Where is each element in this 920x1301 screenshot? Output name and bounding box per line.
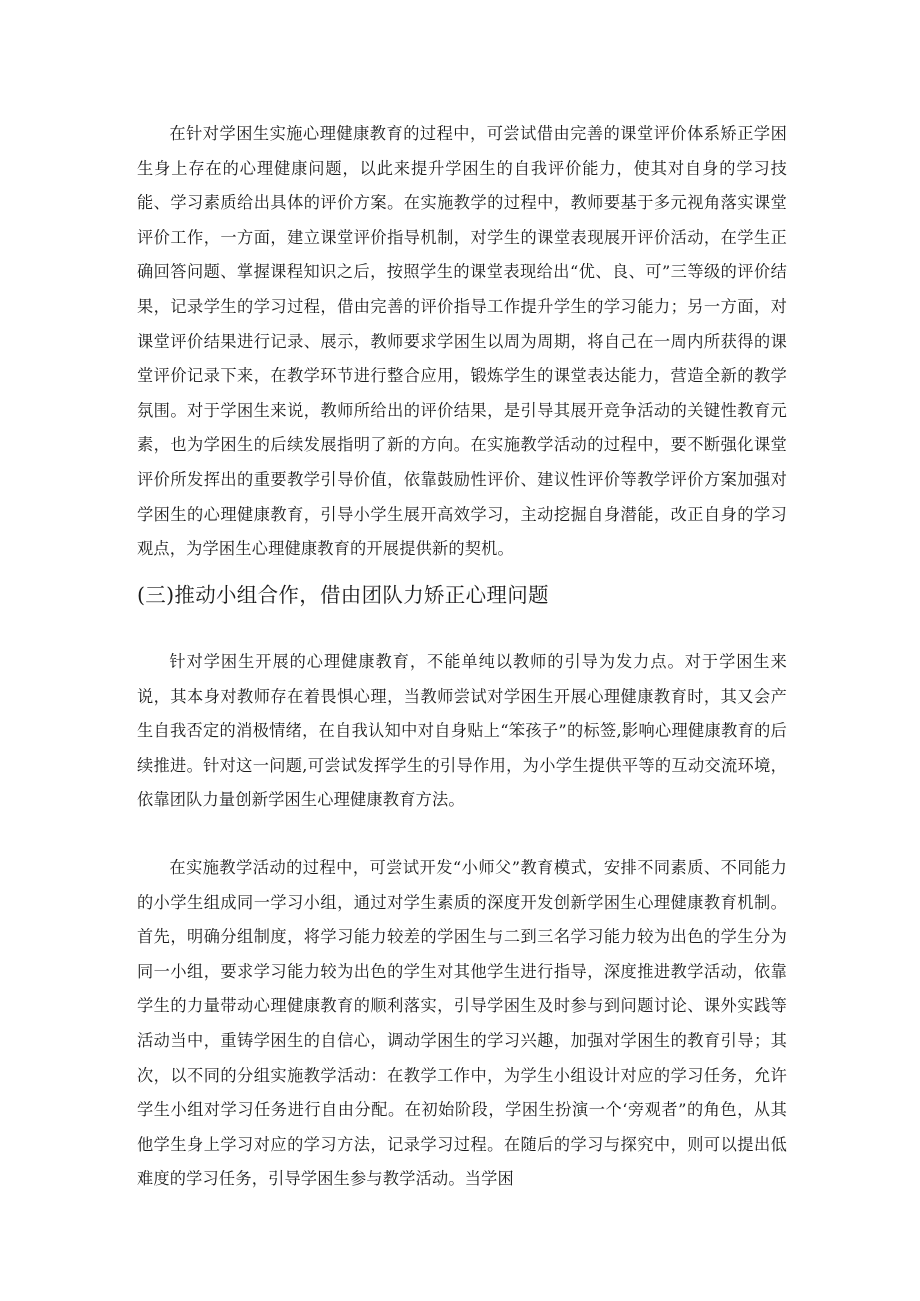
body-paragraph-mentor-model: 在实施教学活动的过程中，可尝试开发“小师父”教育模式，安排不同素质、不同能力的小学生组成同一学习小组，通过对学生素质的深度开发创新学困生心理健康教育机制。首先，明确分组制度，将学习能力较差的学困生与二到三名学习能力较为出色的学生分为同一小组，要求学习能力较为出色的学生对其他学生进行指导，深度推进教学活动，依靠学生的力量带动心理健康教育的顺利落实，引导学困生及时参与到问题讨论、课外实践等活动当中，重铸学困生的自信心，调动学困生的学习兴趣，加强对学困生的教育引导；其次，以不同的分组实施教学活动：在教学工作中，为学生小组设计对应的学习任务，允许学生小组对学习任务进行自由分配。在初始阶段，学困生扮演一个‘旁观者”的角色，从其他学生身上学习对应的学习方法，记录学习过程。在随后的学习与探究中，则可以提出低难度的学习任务，引导学困生参与教学活动。当学困: [137, 858, 787, 1189]
body-paragraph-group-intro: 针对学困生开展的心理健康教育，不能单纯以教师的引导为发力点。对于学困生来说，其本身对教师存在着畏惧心理，当教师尝试对学困生开展心理健康教育时，其又会产生自我否定的消极情绪，在自我认知中对自身贴上“笨孩子”的标签,影响心理健康教育的后续推进。针对这一问题,可尝试发挥学生的引导作用，为小学生提供平等的互动交流环境，依靠团队力量创新学困生心理健康教育方法。: [137, 652, 787, 810]
section-heading: (三)推动小组合作，借由团队力矫正心理问题: [137, 583, 549, 607]
body-paragraph-evaluation: 在针对学困生实施心理健康教育的过程中，可尝试借由完善的课堂评价体系矫正学困生身上存在的心理健康问题，以此来提升学困生的自我评价能力，使其对自身的学习技能、学习素质给出具体的评价方案。在实施教学的过程中，教师要基于多元视角落实课堂评价工作，一方面，建立课堂评价指导机制，对学生的课堂表现展开评价活动，在学生正确回答问题、掌握课程知识之后，按照学生的课堂表现给出“优、良、可”三等级的评价结果，记录学生的学习过程，借由完善的评价指导工作提升学生的学习能力；另一方面，对课堂评价结果进行记录、展示，教师要求学困生以周为周期，将自己在一周内所获得的课堂评价记录下来，在教学环节进行整合应用，锻炼学生的课堂表达能力，营造全新的教学氛围。对于学困生来说，教师所给出的评价结果，是引导其展开竞争活动的关键性教育元素，也为学困生的后续发展指明了新的方向。在实施教学活动的过程中，要不断强化课堂评价所发挥出的重要教学引导价值，依靠鼓励性评价、建议性评价等教学评价方案加强对学困生的心理健康教育，引导小学生展开高效学习，主动挖掘自身潜能，改正自身的学习观点，为学困生心理健康教育的开展提供新的契机。: [137, 124, 787, 559]
